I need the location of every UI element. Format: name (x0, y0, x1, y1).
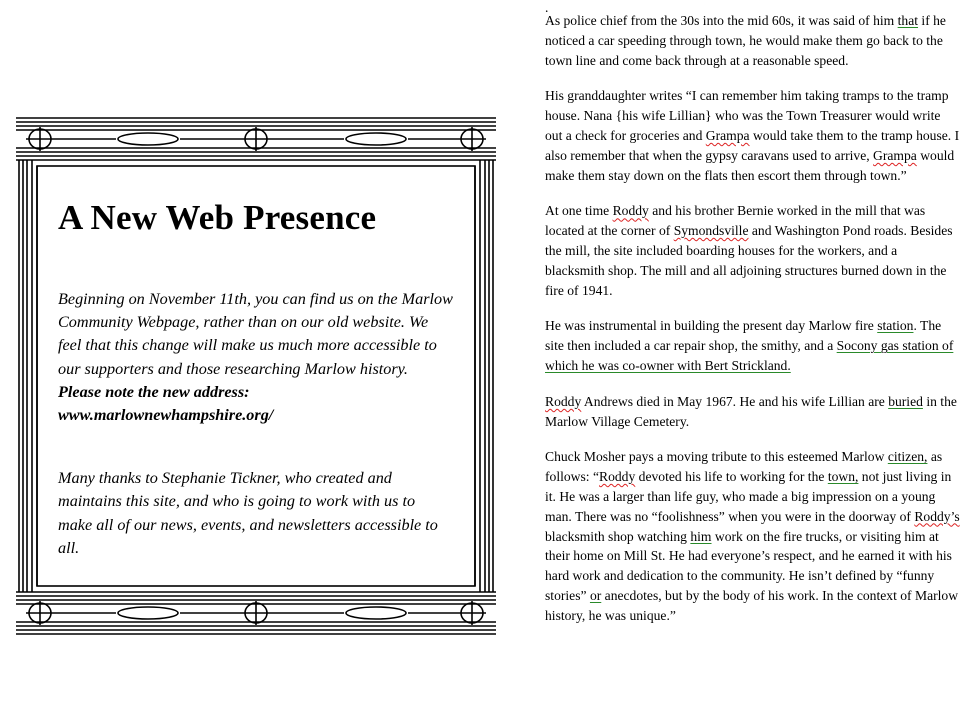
spelling-flag: Roddy (599, 469, 636, 485)
stray-dot: . (545, 0, 549, 15)
bottom-border-band (16, 592, 496, 634)
text-run: Andrews died in May 1967. He and his wife Lillian are (581, 393, 889, 409)
article-paragraph-police-chief (545, 11, 960, 70)
grammar-flag: that (897, 13, 919, 28)
left-border-bars (19, 160, 37, 592)
grammar-flag: station (877, 318, 914, 334)
text-run: At one time (545, 203, 613, 219)
text-run: Chuck Mosher pays a moving tribute to this esteemed Marlow (545, 449, 888, 465)
announcement-new-address: Please note the new address: www.marlownewhampshire.org/ (58, 382, 274, 425)
article-paragraph-fire-station (545, 316, 960, 375)
spelling-flag: Grampa (705, 127, 750, 143)
text-run: as follows: “ (545, 449, 943, 485)
spelling-flag: Roddy (545, 393, 582, 409)
grammar-flag: buried (888, 393, 923, 409)
article-paragraph-tribute (545, 447, 960, 625)
text-run: anecdotes, but by the body of his work. In the context of Marlow history, he was unique.” (545, 587, 959, 623)
text-run: blacksmith shop watching (545, 528, 691, 544)
right-border-bars (475, 160, 493, 592)
text-run: would make them stay down on the flats then escort them through town.” (545, 147, 955, 183)
grammar-flag: or (589, 587, 602, 603)
text-run: if he noticed a car speeding through town, he would make them go back to the town line and come back through at a reasonable speed. (545, 13, 946, 68)
announcement-paragraph-1 (58, 288, 453, 427)
text-run: work on the fire trucks, or visiting him at their home on Mill St. He had everyone’s respect, and he earned it with his hard work and dedication to the community. He isn’t defined by “funny stories” (545, 528, 952, 603)
spelling-flag: Roddy’s (914, 508, 960, 524)
spelling-flag: Grampa (873, 147, 917, 163)
grammar-flag: citizen, (887, 449, 928, 465)
spelling-flag: Roddy (612, 203, 649, 219)
text-run: in the Marlow Village Cemetery. (545, 393, 957, 429)
announcement-box (58, 196, 453, 560)
grammar-flag: town, (827, 469, 859, 485)
top-border-band (16, 118, 496, 160)
text-run: not just living in it. He was a larger than life guy, who made a big impression on a young man. There was no “foolishness” when you were in the doorway of (545, 469, 952, 524)
spelling-flag: Symondsville (673, 223, 749, 239)
announcement-paragraph-2: Many thanks to Stephanie Tickner, who created and maintains this site, and who is going to work with us to make all of our news, events, and newsletters accessible to all. (58, 469, 438, 557)
text-run: would take them to the tramp house. I also remember that when the gypsy caravans used to arrive, (545, 127, 960, 163)
article-paragraph-mill (545, 201, 960, 300)
text-run: devoted his life to working for the (635, 469, 828, 485)
announcement-paragraph-1-text: Beginning on November 11th, you can find us on the Marlow Community Webpage, rather than on our old website. We feel that this change will make us much more accessible to our supporters and those researching Marlow history. (58, 290, 453, 378)
article-paragraph-granddaughter (545, 86, 960, 185)
grammar-flag: Socony gas station of which he was co-owner with Bert Strickland. (545, 338, 954, 373)
text-run: and his brother Bernie worked in the mill that was located at the corner of (545, 203, 926, 239)
article-paragraph-death (545, 392, 960, 432)
grammar-flag: him (690, 528, 712, 544)
announcement-title: A New Web Presence (58, 198, 377, 237)
text-run: As police chief from the 30s into the mid 60s, it was said of him (545, 13, 898, 28)
text-run: His granddaughter writes “I can remember him taking tramps to the tramp house. Nana {his wife Lillian} who was the Town Treasurer would write out a check for groceries and (545, 88, 949, 143)
text-run: and Washington Pond roads. Besides the mill, the site included boarding houses for the workers, and a blacksmith shop. The mill and all adjoining structures burned down in the fire of 1941. (545, 223, 953, 298)
text-run: . The site then included a car repair shop, the smithy, and a (545, 318, 942, 354)
text-run: He was instrumental in building the present day Marlow fire (545, 318, 878, 334)
article-column (545, 0, 960, 626)
